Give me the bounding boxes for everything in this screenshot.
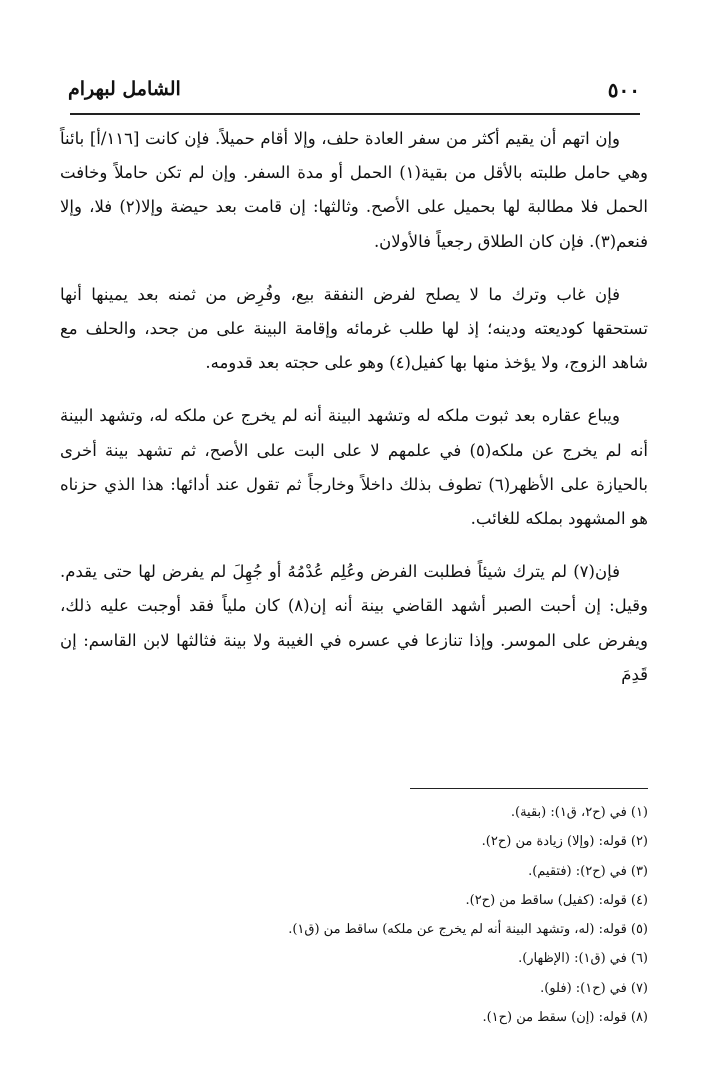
footnote xyxy=(60,915,648,944)
paragraph-text: فإن(٧) لم يترك شيئاً فطلبت الفرض وعُلِم عُدْمُهُ أو جُهِلَ لم يفرض لها حتى يقدم. وقيل: إن أحبت الصبر أشهد القاضي بينة أنه إن(٨) كان ملياً فقد أوجبت عليه ذلك، ويفرض على الموسر. وإذا تنازعا في عسره في الغيبة ولا بينة فثالثها لابن القاسم: إن قَدِمَ xyxy=(60,562,648,684)
paragraph-3 xyxy=(60,399,648,536)
paragraph-1 xyxy=(60,122,648,259)
page-number: ٥٠٠ xyxy=(607,78,640,102)
footnote-number: (١) xyxy=(630,805,648,820)
footnote xyxy=(60,1003,648,1032)
footnote-text: قوله: (إن) سقط من (ح١). xyxy=(482,1010,627,1026)
footnote xyxy=(60,798,648,827)
footnote-number: (٧) xyxy=(630,980,648,996)
footnote-number: (٣) xyxy=(630,863,648,879)
footnote-rule xyxy=(410,788,648,789)
footnote-text: قوله: (وإلا) زيادة من (ح٢). xyxy=(481,834,627,850)
paragraph-4 xyxy=(60,555,648,692)
footnote-text: قوله: (كفيل) ساقط من (ح٢). xyxy=(465,892,627,908)
page-header xyxy=(68,78,640,106)
main-text xyxy=(60,122,648,692)
footnote-text: في (ق١): (الإظهار). xyxy=(518,951,627,967)
paragraph-text: ويباع عقاره بعد ثبوت ملكه له وتشهد البينة أنه لم يخرج عن ملكه له، وتشهد البينة أنه لم يخرج عن ملكه(٥) في علمهم لا على البت على الأصح، ثم تشهد بينة أخرى بالحيازة على الأظهر(٦) تطوف بذلك داخلاً وخارجاً ثم تقول عند أدائها: هذا الذي حزناه هو المشهود بملكه للغائب. xyxy=(60,406,649,529)
footnote xyxy=(60,857,648,886)
header-rule xyxy=(70,113,640,115)
running-title: الشامل لبهرام xyxy=(68,78,181,100)
footnote-number: (٨) xyxy=(630,1010,648,1026)
footnote-number: (٦) xyxy=(630,951,648,967)
footnote-number: (٥) xyxy=(630,922,648,938)
footnote xyxy=(60,827,648,856)
footnote-number: (٢) xyxy=(630,834,648,850)
paragraph-text: وإن اتهم أن يقيم أكثر من سفر العادة حلف، وإلا أقام حميلاً. فإن كانت [١١٦/أ] بائناً وهي حامل طلبته بالأقل من بقية(١) الحمل أو مدة السفر. وإن لم تكن حاملاً وخافت الحمل فلا مطالبة لها بحميل على الأصح. وثالثها: إن قامت بعد حيضة وإلا(٢) فلا، وإلا فنعم(٣). فإن كان الطلاق رجعياً فالأولان. xyxy=(60,129,648,251)
paragraph-text: فإن غاب وترك ما لا يصلح لفرض النفقة بيع، وفُرِض من ثمنه بعد يمينها أنها تستحقها كوديعته ودينه؛ إذ لها طلب غرمائه وإقامة البينة على من جحد، والحلف مع شاهد الزوج، ولا يؤخذ منها بها كفيل(٤) وهو على حجته بعد قدومه. xyxy=(60,284,648,373)
footnote-number: (٤) xyxy=(630,892,648,908)
paragraph-2 xyxy=(60,278,648,381)
footnotes xyxy=(60,798,648,1032)
footnote xyxy=(60,886,648,915)
footnote-text: في (ح٢): (فتقيم). xyxy=(528,863,627,879)
footnote-text: في (ح١): (فلو). xyxy=(540,980,627,996)
footnote xyxy=(60,944,648,973)
footnote xyxy=(60,974,648,1003)
footnote-text: قوله: (له، وتشهد البينة أنه لم يخرج عن ملكه) ساقط من (ق١). xyxy=(288,922,627,938)
footnote-text: في (ح٢، ق١): (بقية). xyxy=(510,805,627,820)
